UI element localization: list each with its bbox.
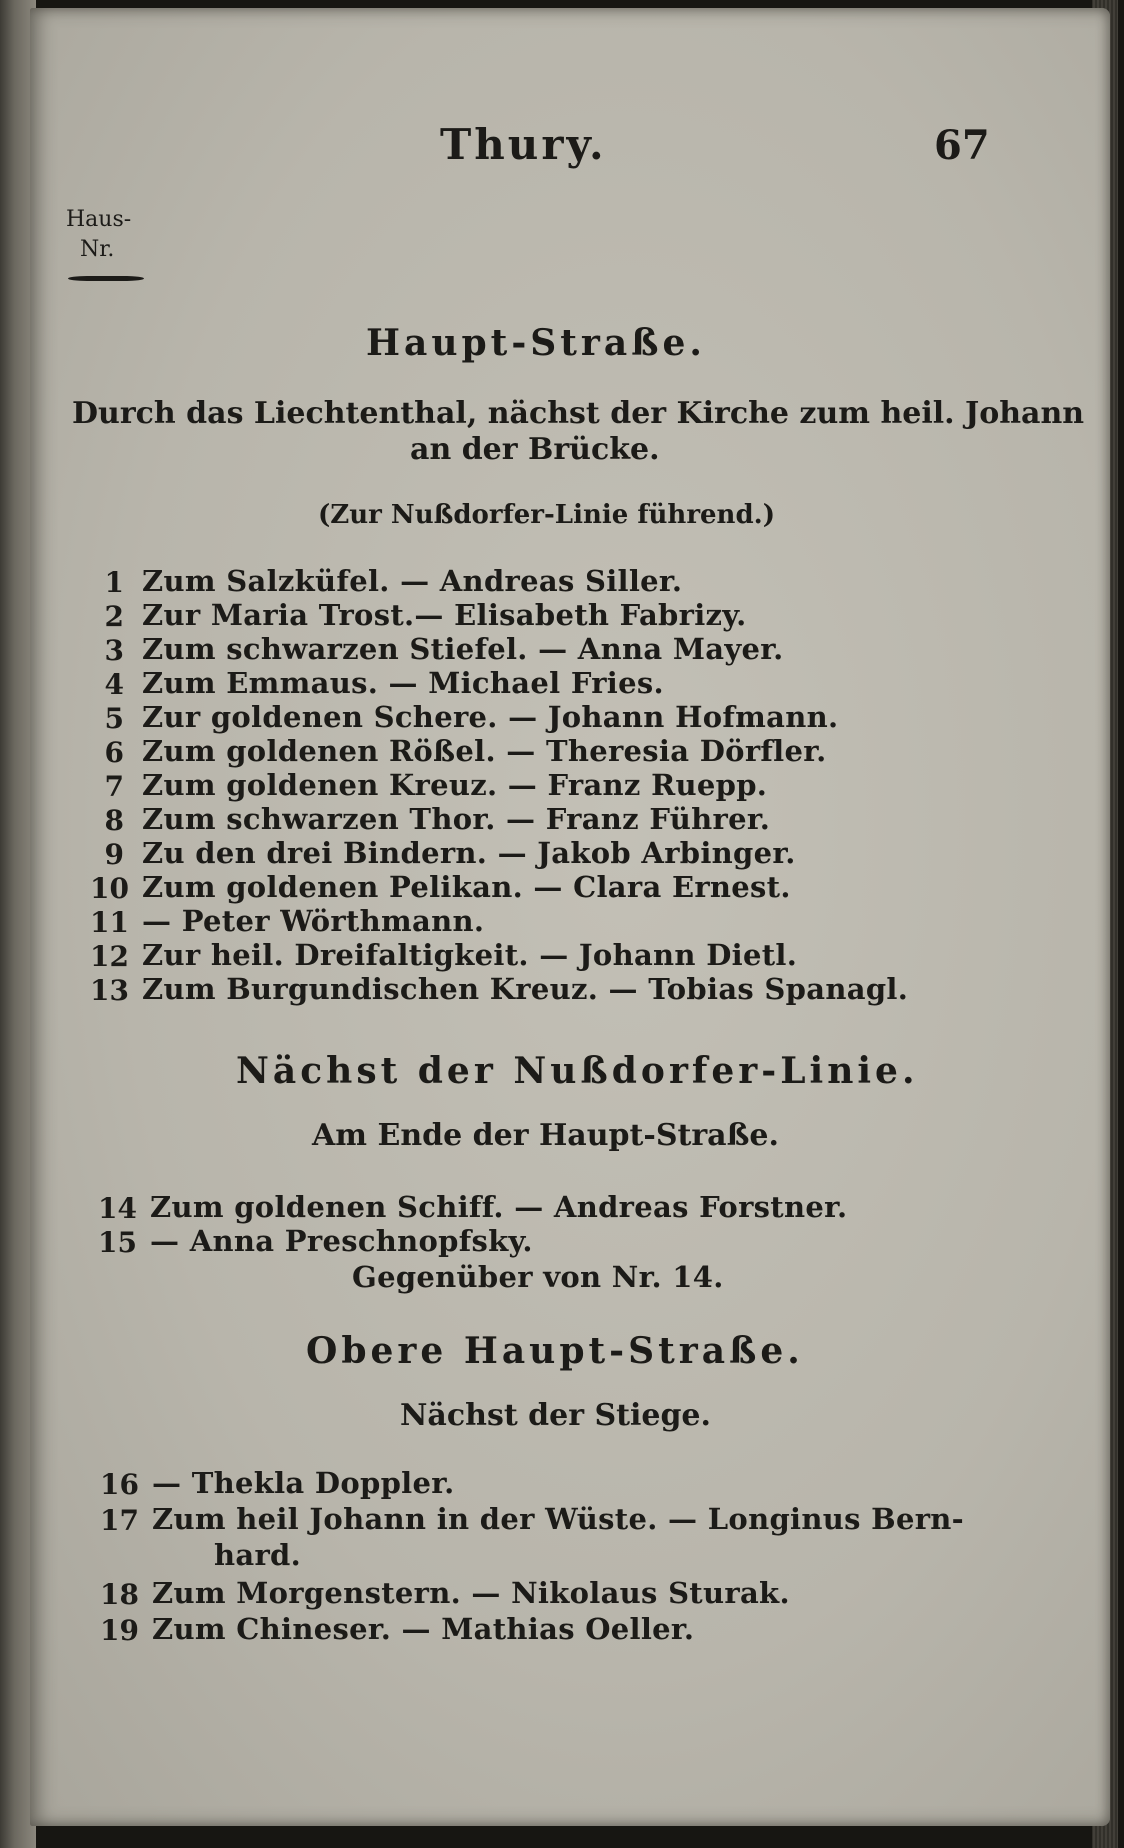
margin-label-nr: Nr. <box>80 237 115 262</box>
entry-text: Zum goldenen Rößel. — Theresia Dörfler. <box>142 734 827 768</box>
entry-number: 1 <box>104 566 124 599</box>
entry-text: — Peter Wörthmann. <box>142 904 485 938</box>
entry-number: 4 <box>104 668 124 701</box>
entry-number: 9 <box>104 838 124 871</box>
entry-text: Zum schwarzen Stiefel. — Anna Mayer. <box>142 632 784 666</box>
margin-label-haus: Haus- <box>66 207 132 232</box>
entry-text: Zur Maria Trost.— Elisabeth Fabrizy. <box>142 598 747 632</box>
entry-number: 7 <box>104 770 124 803</box>
entry-number: 12 <box>90 940 129 973</box>
entry-number: 2 <box>104 600 124 633</box>
entry-number: 19 <box>100 1614 139 1647</box>
entry-text: Zur goldenen Schere. — Johann Hofmann. <box>142 700 839 734</box>
entry-number: 18 <box>100 1578 139 1611</box>
entry-number: 10 <box>90 872 129 905</box>
running-head: Thury. <box>440 120 607 169</box>
entry-number: 11 <box>90 906 129 939</box>
section-subheading-line2: an der Brücke. <box>410 432 660 467</box>
entry-text-opposite-note: Gegenüber von Nr. 14. <box>352 1260 724 1294</box>
entry-text-continuation: hard. <box>214 1538 302 1572</box>
entry-number: 14 <box>98 1192 137 1225</box>
entry-text: Zu den drei Bindern. — Jakob Arbinger. <box>142 836 796 870</box>
entry-text: Zur heil. Dreifaltigkeit. — Johann Dietl. <box>142 938 798 972</box>
entry-text: Zum schwarzen Thor. — Franz Führer. <box>142 802 771 836</box>
section-note: (Zur Nußdorfer-Linie führend.) <box>318 500 775 530</box>
entry-number: 5 <box>104 702 124 735</box>
entry-text: Zum Burgundischen Kreuz. — Tobias Spanagl. <box>142 972 909 1006</box>
entry-number: 15 <box>98 1226 137 1259</box>
margin-rule <box>68 276 144 281</box>
entry-number: 16 <box>100 1468 139 1501</box>
section-heading-haupt-strasse: Haupt-Straße. <box>366 322 706 364</box>
entry-text: Zum Emmaus. — Michael Fries. <box>142 666 664 700</box>
entry-text: — Anna Preschnopfsky. <box>150 1224 533 1258</box>
section-subheading: Am Ende der Haupt-Straße. <box>312 1118 779 1153</box>
entry-number: 8 <box>104 804 124 837</box>
section-subheading-line1: Durch das Liechtenthal, nächst der Kirche zum heil. Johann <box>72 396 1085 431</box>
entry-text: Zum Morgenstern. — Nikolaus Sturak. <box>152 1576 790 1610</box>
entry-number: 13 <box>90 974 129 1007</box>
entry-number: 17 <box>100 1504 139 1537</box>
entry-text: Zum goldenen Schiff. — Andreas Forstner. <box>150 1190 848 1224</box>
entry-text: Zum goldenen Kreuz. — Franz Ruepp. <box>142 768 768 802</box>
entry-text: Zum goldenen Pelikan. — Clara Ernest. <box>142 870 791 904</box>
section-heading-nussdorfer-linie: Nächst der Nußdorfer-Linie. <box>236 1050 919 1092</box>
entry-text: — Thekla Doppler. <box>152 1466 455 1500</box>
entry-text: Zum Salzküfel. — Andreas Siller. <box>142 564 683 598</box>
entry-text: Zum heil Johann in der Wüste. — Longinus Bern- <box>152 1502 965 1536</box>
entry-number: 6 <box>104 736 124 769</box>
entry-number: 3 <box>104 634 124 667</box>
entry-text: Zum Chineser. — Mathias Oeller. <box>152 1612 695 1646</box>
page-number: 67 <box>934 122 990 169</box>
section-heading-obere-haupt-strasse: Obere Haupt-Straße. <box>306 1330 804 1372</box>
section-subheading: Nächst der Stiege. <box>400 1398 711 1433</box>
